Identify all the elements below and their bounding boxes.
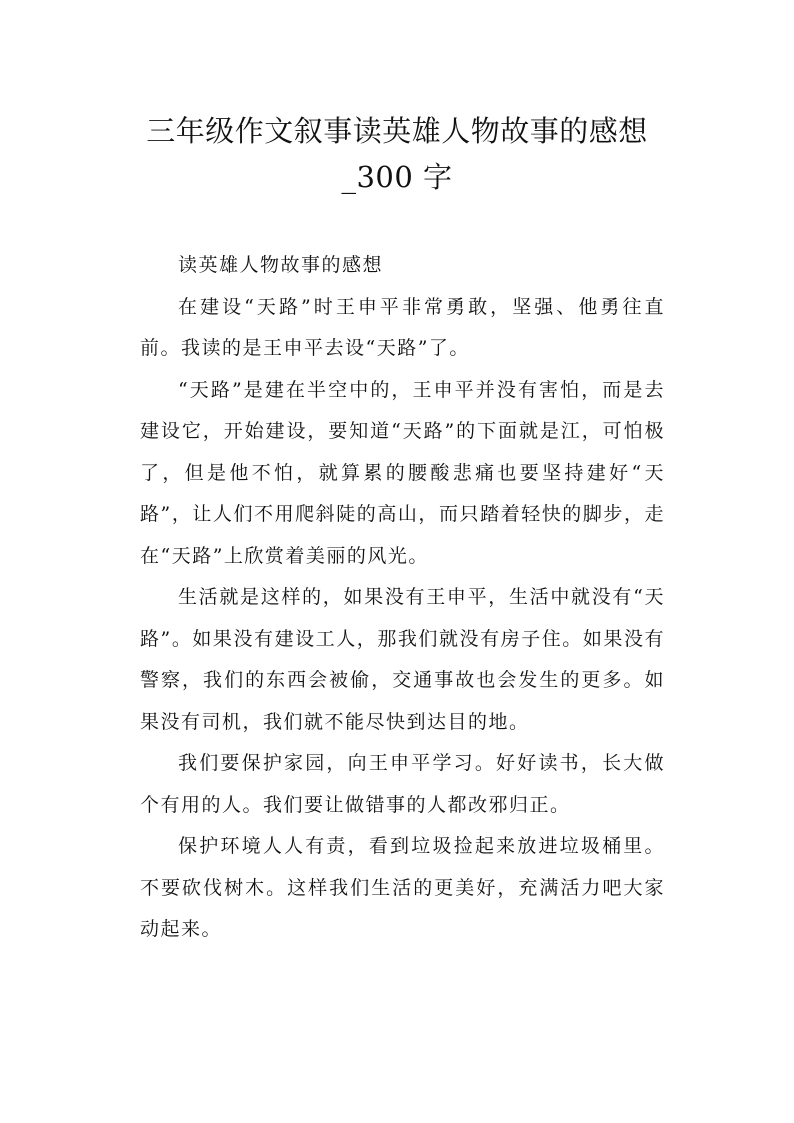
paragraph-2: “天路”是建在半空中的，王申平并没有害怕，而是去建设它，开始建设，要知道“天路”的下面就是江，可怕极了，但是他不怕，就算累的腰酸悲痛也要坚持建好“天路”，让人们不用爬斜陡的高山，而只踏着轻快的脚步，走在“天路”上欣赏着美丽的风光。 xyxy=(140,378,665,567)
title-line-2: _300 字 xyxy=(341,160,453,194)
paragraph-subtitle: 读英雄人物故事的感想 xyxy=(178,254,384,276)
paragraph-4: 我们要保护家园，向王申平学习。好好读书，长大做个有用的人。我们要让做错事的人都改邪归正。 xyxy=(140,752,665,816)
document-body xyxy=(140,245,665,951)
paragraph-1: 在建设“天路”时王申平非常勇敢，坚强、他勇往直前。我读的是王申平去设“天路”了。 xyxy=(140,295,665,359)
document-title xyxy=(100,108,694,200)
paragraph-3: 生活就是这样的，如果没有王申平，生活中就没有“天路”。如果没有建设工人，那我们就没有房子住。如果没有警察，我们的东西会被偷，交通事故也会发生的更多。如果没有司机，我们就不能尽快到达目的地。 xyxy=(140,586,665,733)
paragraph-5: 保护环境人人有责，看到垃圾捡起来放进垃圾桶里。不要砍伐树木。这样我们生活的更美好，充满活力吧大家动起来。 xyxy=(140,835,665,940)
title-line-1: 三年级作文叙事读英雄人物故事的感想 xyxy=(146,114,648,148)
